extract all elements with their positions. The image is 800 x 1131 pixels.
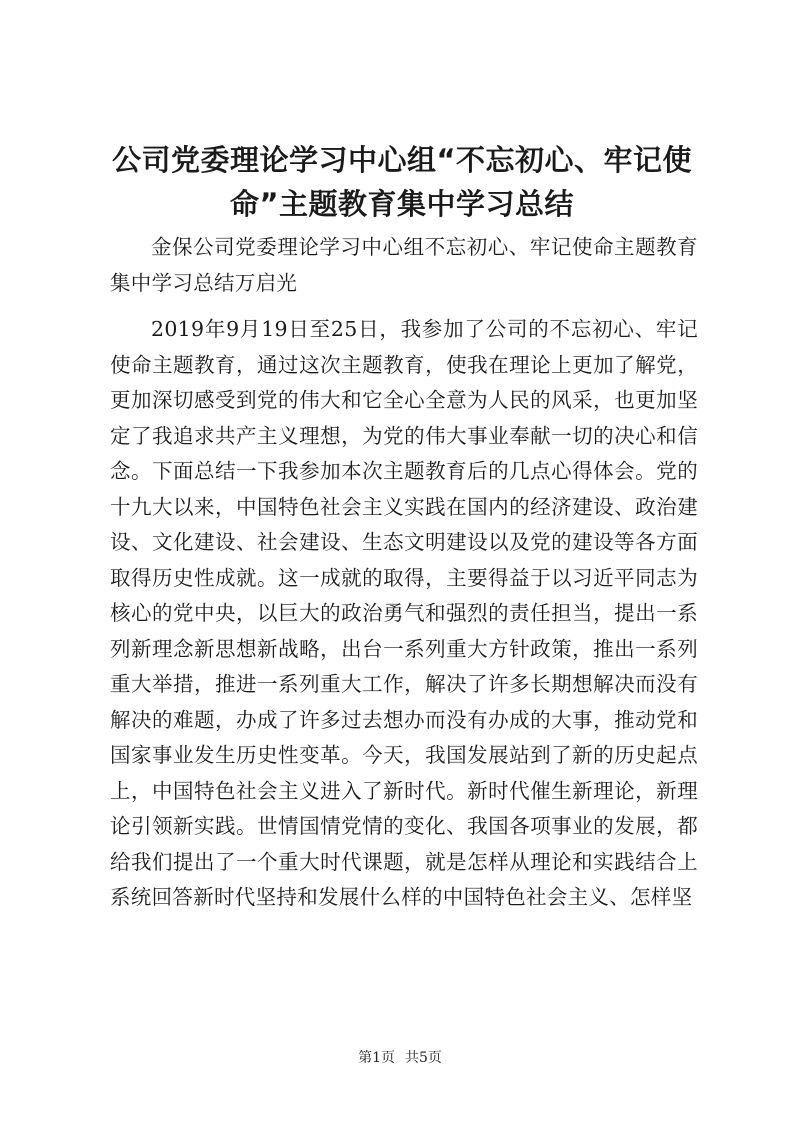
page-total: 共5页 [405, 1050, 442, 1066]
body-paragraph: 2019年9月19日至25日，我参加了公司的不忘初心、牢记使命主题教育，通过这次主题教育，使我在理论上更加了解党，更加深切感受到党的伟大和它全心全意为人民的风采，也更加坚定了我追求共产主义理想，为党的伟大事业奉献一切的决心和信念。下面总结一下我参加本次主题教育后的几点心得体会。党的十九大以来，中国特色社会主义实践在国内的经济建设、政治建设、文化建设、社会建设、生态文明建设以及党的建设等各方面取得历史性成就。这一成就的取得，主要得益于以习近平同志为核心的党中央，以巨大的政治勇气和强烈的责任担当，提出一系列新理念新思想新战略，出台一系列重大方针政策，推出一系列重大举措，推进一系列重大工作，解决了许多长期想解决而没有解决的难题，办成了许多过去想办而没有办成的大事，推动党和国家事业发生历史性变革。今天，我国发展站到了新的历史起点上，中国特色社会主义进入了新时代。新时代催生新理论，新理论引领新实践。世情国情党情的变化、我国各项事业的发展，都给我们提出了一个重大时代课题，就是怎样从理论和实践结合上系统回答新时代坚持和发展什么样的中国特色社会主义、怎样坚 [110, 317, 698, 909]
document-title: 公司党委理论学习中心组“不忘初心、牢记使命”主题教育集中学习总结 [111, 143, 693, 221]
page-footer [0, 1047, 800, 1067]
page-number: 第1页 [358, 1050, 395, 1066]
document-subtitle: 金保公司党委理论学习中心组不忘初心、牢记使命主题教育集中学习总结万启光 [110, 235, 698, 295]
